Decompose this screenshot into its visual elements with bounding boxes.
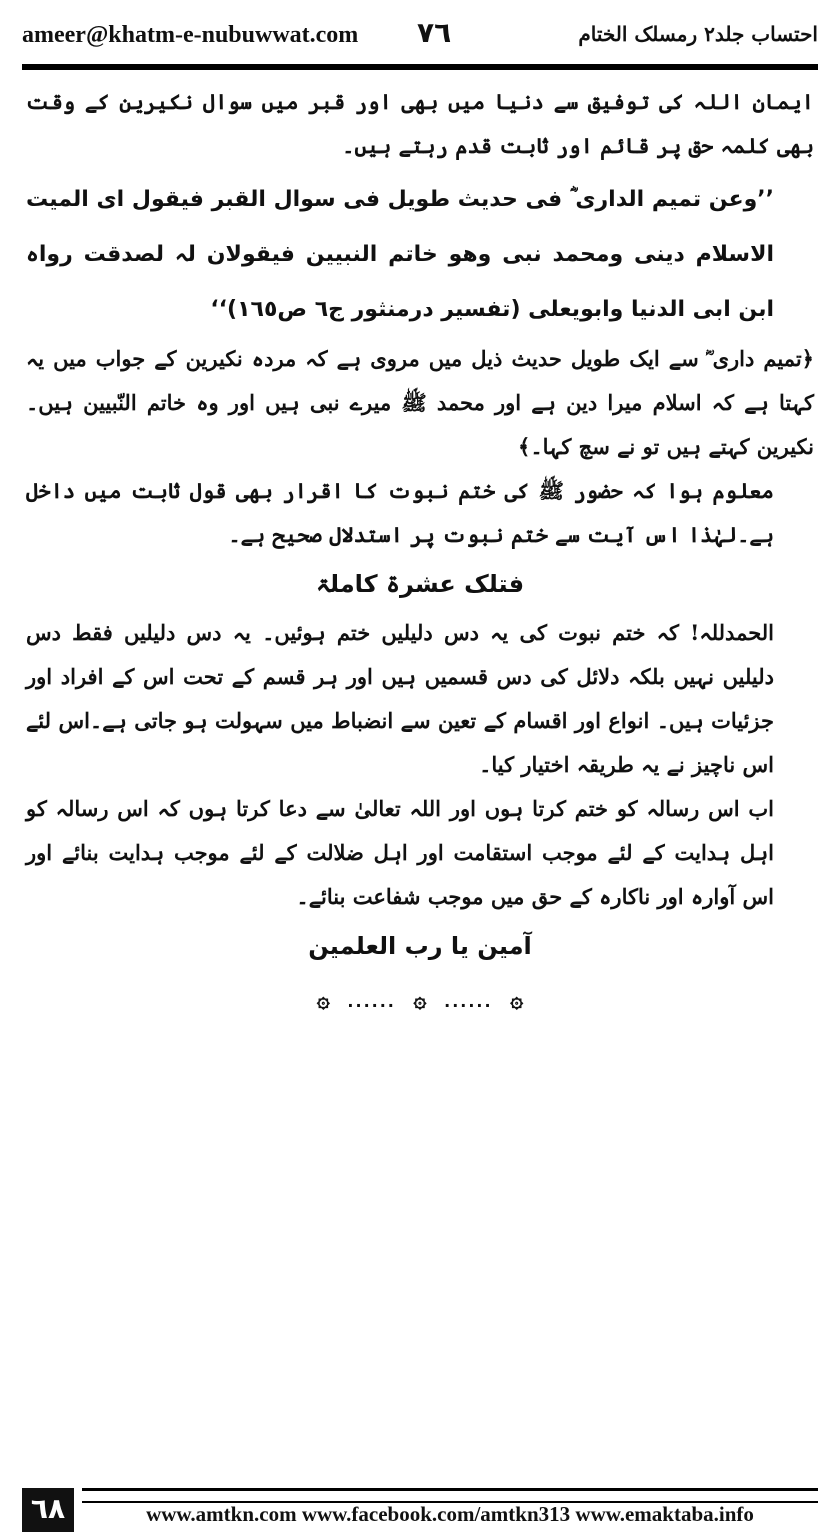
section-heading: فتلک عشرۃ کاملۃ [315, 570, 525, 598]
footer-urls: www.amtkn.com www.facebook.com/amtkn313 www.emaktaba.info [146, 1502, 754, 1526]
ornament-dots: ...... [444, 992, 493, 1011]
star-ornament-icon: ۞ [413, 988, 427, 1013]
page-header [22, 18, 818, 58]
hadith-translation: ﴿تمیم داری ؓ سے ایک طویل حدیث ذیل میں مروی ہے کہ مردہ نکیرین کے جواب میں یہ کہتا ہے کہ اسلام میرا دین ہے اور محمد ﷺ میرے نبی ہیں اور وہ خاتم النّبیین ہیں۔نکیرین کہتے ہیں تو نے سچ کہا۔﴾ [26, 346, 814, 459]
ornament-divider [26, 979, 814, 1024]
page-body [26, 80, 814, 1024]
footer-page-number: ٦٨ [22, 1488, 74, 1532]
header-book-title: احتساب جلد۲ رمسلک الختام [578, 22, 818, 46]
ornament-dots: ...... [347, 992, 396, 1011]
paragraph-ten-proofs: الحمدللہ! کہ ختم نبوت کی یہ دس دلیلیں ختم ہوئیں۔ یہ دس دلیلیں فقط دس دلیلیں نہیں بلکہ دلائل کی دس قسمیں ہیں اور ہر قسم کے تحت اس کے افراد اور جزئیات ہیں۔ انواع اور اقسام کے تعین سے انضباط میں سہولت ہو جاتی ہے۔اس لئے اس ناچیز نے یہ طریقہ اختیار کیا۔ [26, 620, 774, 777]
page-footer [22, 1488, 818, 1532]
header-rule [22, 64, 818, 70]
paragraph-dua: اب اس رسالہ کو ختم کرتا ہوں اور اللہ تعالیٰ سے دعا کرتا ہوں کہ اس رسالہ کو اہل ہدایت کے لئے موجب استقامت اور اہل ضلالت کے لئے موجب ہدایت بنائے اور اس آوارہ اور ناکارہ کے حق میں موجب شفاعت بنائے۔ [26, 796, 774, 909]
header-page-marker: ۷٦ [417, 16, 452, 49]
paragraph-faith: ایمان اللہ کی توفیق سے دنیا میں بھی اور قبر میں سوال نکیرین کے وقت بھی کلمہ حق پر قائم اور ثابت قدم رہتے ہیں۔ [26, 89, 814, 158]
paragraph-conclusion: معلوم ہوا کہ حضور ﷺ کی ختم نبوت کا اقرار بھی قول ثابت میں داخل ہے۔لہٰذا اس آیت سے ختم نبوت پر استدلال صحیح ہے۔ [26, 478, 774, 547]
star-ornament-icon: ۞ [316, 988, 330, 1013]
header-email: ameer@khatm-e-nubuwwat.com [22, 22, 359, 48]
star-ornament-icon: ۞ [510, 988, 524, 1013]
closing-amen: آمین یا رب العلمین [308, 932, 532, 960]
arabic-hadith-quote: ’’وعن تمیم الداری ؓ فی حدیث طویل فی سوال القبر فیقول ای المیت الاسلام دینی ومحمد نبی وھو خاتم النبیین فیقولان لہ لصدقت رواہ ابن ابی الدنیا وابویعلی (تفسیر درمنثور ج٦ ص١٦٥)‘‘ [26, 187, 774, 322]
footer-rule [82, 1488, 818, 1503]
